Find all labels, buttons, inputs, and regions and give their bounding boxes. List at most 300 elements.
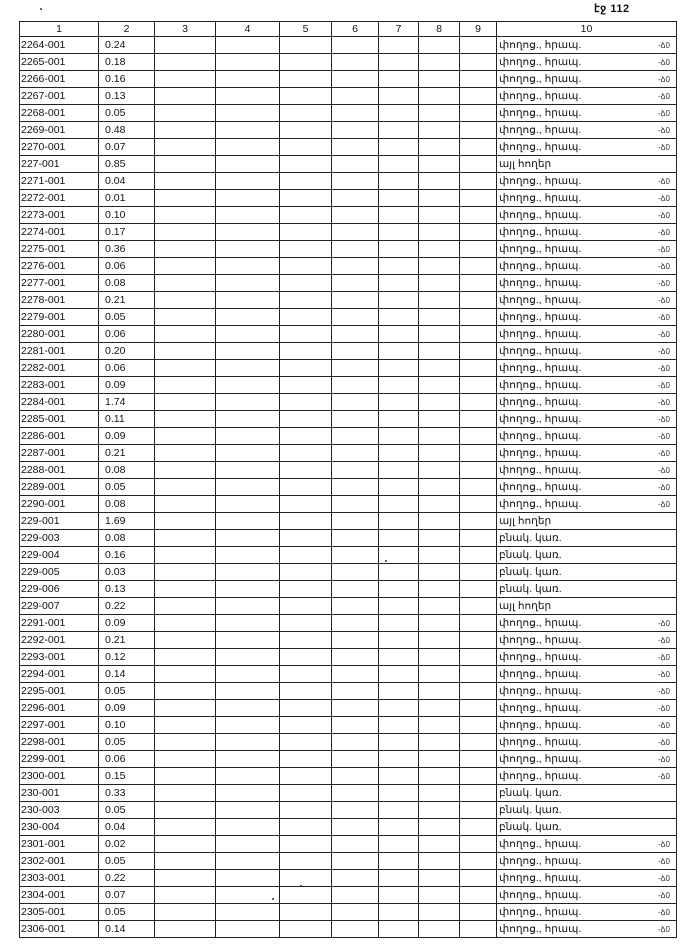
parcel-area: 0.08	[99, 496, 155, 513]
parcel-code: 2284-001	[20, 394, 99, 411]
table-row	[20, 71, 677, 88]
parcel-area: 0.36	[99, 241, 155, 258]
empty-cell	[280, 445, 332, 462]
table-row	[20, 224, 677, 241]
empty-cell	[280, 564, 332, 581]
empty-cell	[216, 632, 280, 649]
margin-mark: -ձ0	[658, 330, 670, 339]
empty-cell	[460, 904, 497, 921]
empty-cell	[280, 581, 332, 598]
empty-cell	[332, 683, 379, 700]
land-use: փողոց., հրապ.	[497, 37, 677, 54]
empty-cell	[332, 700, 379, 717]
column-header: 9	[460, 22, 497, 37]
empty-cell	[379, 241, 419, 258]
table-row	[20, 904, 677, 921]
margin-mark: -ձ0	[658, 619, 670, 628]
empty-cell	[419, 887, 460, 904]
margin-mark: -ձ0	[658, 891, 670, 900]
empty-cell	[280, 139, 332, 156]
land-use: փողոց., հրապ.	[497, 224, 677, 241]
parcel-code: 229-004	[20, 547, 99, 564]
parcel-code: 2301-001	[20, 836, 99, 853]
table-row	[20, 190, 677, 207]
margin-mark: -ձ0	[658, 364, 670, 373]
empty-cell	[419, 445, 460, 462]
empty-cell	[216, 530, 280, 547]
margin-mark: -ձ0	[658, 228, 670, 237]
parcel-code: 2268-001	[20, 105, 99, 122]
empty-cell	[419, 258, 460, 275]
table-row	[20, 54, 677, 71]
empty-cell	[280, 649, 332, 666]
empty-cell	[216, 224, 280, 241]
empty-cell	[332, 122, 379, 139]
empty-cell	[460, 462, 497, 479]
empty-cell	[419, 513, 460, 530]
parcel-area: 0.02	[99, 836, 155, 853]
land-use: փողոց., հրապ.	[497, 887, 677, 904]
empty-cell	[280, 275, 332, 292]
empty-cell	[332, 343, 379, 360]
empty-cell	[379, 377, 419, 394]
empty-cell	[379, 904, 419, 921]
table-row	[20, 258, 677, 275]
empty-cell	[216, 309, 280, 326]
parcel-area: 0.17	[99, 224, 155, 241]
empty-cell	[332, 717, 379, 734]
empty-cell	[379, 853, 419, 870]
empty-cell	[332, 377, 379, 394]
parcel-area: 0.18	[99, 54, 155, 71]
empty-cell	[460, 717, 497, 734]
land-use: փողոց., հրապ.	[497, 751, 677, 768]
empty-cell	[419, 785, 460, 802]
land-use: փողոց., հրապ.	[497, 768, 677, 785]
parcel-code: 2306-001	[20, 921, 99, 938]
empty-cell	[216, 598, 280, 615]
empty-cell	[280, 870, 332, 887]
table-row	[20, 428, 677, 445]
parcel-area: 0.24	[99, 37, 155, 54]
parcel-code: 2273-001	[20, 207, 99, 224]
empty-cell	[460, 564, 497, 581]
empty-cell	[460, 37, 497, 54]
empty-cell	[332, 173, 379, 190]
empty-cell	[216, 207, 280, 224]
empty-cell	[460, 54, 497, 71]
parcel-code: 2270-001	[20, 139, 99, 156]
empty-cell	[155, 751, 216, 768]
empty-cell	[332, 258, 379, 275]
table-row	[20, 836, 677, 853]
land-use: փողոց., հրապ.	[497, 411, 677, 428]
empty-cell	[216, 887, 280, 904]
empty-cell	[216, 853, 280, 870]
empty-cell	[419, 394, 460, 411]
empty-cell	[460, 445, 497, 462]
empty-cell	[155, 632, 216, 649]
empty-cell	[379, 598, 419, 615]
empty-cell	[155, 904, 216, 921]
empty-cell	[379, 513, 419, 530]
parcel-area: 0.08	[99, 530, 155, 547]
empty-cell	[332, 547, 379, 564]
empty-cell	[379, 326, 419, 343]
empty-cell	[460, 649, 497, 666]
margin-mark: -ձ0	[658, 381, 670, 390]
empty-cell	[155, 547, 216, 564]
land-use: փողոց., հրապ.	[497, 139, 677, 156]
empty-cell	[216, 241, 280, 258]
empty-cell	[280, 428, 332, 445]
empty-cell	[379, 105, 419, 122]
margin-mark: -ձ0	[658, 41, 670, 50]
empty-cell	[460, 156, 497, 173]
empty-cell	[332, 139, 379, 156]
empty-cell	[332, 530, 379, 547]
empty-cell	[216, 683, 280, 700]
empty-cell	[280, 173, 332, 190]
empty-cell	[280, 122, 332, 139]
column-header: 5	[280, 22, 332, 37]
parcel-area: 0.05	[99, 309, 155, 326]
empty-cell	[216, 343, 280, 360]
table-row	[20, 547, 677, 564]
parcel-code: 2292-001	[20, 632, 99, 649]
land-use: փողոց., հրապ.	[497, 54, 677, 71]
land-use: փողոց., հրապ.	[497, 258, 677, 275]
empty-cell	[216, 666, 280, 683]
empty-cell	[332, 428, 379, 445]
empty-cell	[379, 173, 419, 190]
margin-mark: -ձ0	[658, 738, 670, 747]
land-use: փողոց., հրապ.	[497, 190, 677, 207]
parcel-area: 0.05	[99, 853, 155, 870]
empty-cell	[155, 122, 216, 139]
empty-cell	[460, 700, 497, 717]
empty-cell	[155, 394, 216, 411]
empty-cell	[332, 921, 379, 938]
empty-cell	[280, 241, 332, 258]
land-use: փողոց., հրապ.	[497, 394, 677, 411]
empty-cell	[332, 479, 379, 496]
empty-cell	[216, 581, 280, 598]
parcel-code: 2272-001	[20, 190, 99, 207]
empty-cell	[332, 785, 379, 802]
empty-cell	[460, 139, 497, 156]
empty-cell	[155, 343, 216, 360]
parcel-area: 0.10	[99, 717, 155, 734]
empty-cell	[460, 853, 497, 870]
empty-cell	[379, 428, 419, 445]
empty-cell	[460, 224, 497, 241]
land-use: փողոց., հրապ.	[497, 479, 677, 496]
parcel-area: 0.15	[99, 768, 155, 785]
column-header: 3	[155, 22, 216, 37]
empty-cell	[216, 751, 280, 768]
parcel-code: 2300-001	[20, 768, 99, 785]
parcel-area: 0.13	[99, 88, 155, 105]
table-row	[20, 122, 677, 139]
land-use: փողոց., հրապ.	[497, 360, 677, 377]
empty-cell	[379, 309, 419, 326]
empty-cell	[460, 275, 497, 292]
empty-cell	[216, 717, 280, 734]
empty-cell	[280, 190, 332, 207]
empty-cell	[216, 275, 280, 292]
empty-cell	[419, 190, 460, 207]
parcel-code: 229-003	[20, 530, 99, 547]
empty-cell	[280, 258, 332, 275]
empty-cell	[460, 870, 497, 887]
empty-cell	[419, 275, 460, 292]
empty-cell	[155, 581, 216, 598]
table-row	[20, 853, 677, 870]
empty-cell	[332, 207, 379, 224]
empty-cell	[460, 496, 497, 513]
empty-cell	[419, 632, 460, 649]
parcel-code: 2286-001	[20, 428, 99, 445]
empty-cell	[155, 853, 216, 870]
empty-cell	[280, 309, 332, 326]
empty-cell	[155, 734, 216, 751]
empty-cell	[419, 309, 460, 326]
parcel-code: 2281-001	[20, 343, 99, 360]
empty-cell	[155, 921, 216, 938]
empty-cell	[280, 904, 332, 921]
margin-mark: -ձ0	[658, 500, 670, 509]
parcel-area: 0.05	[99, 734, 155, 751]
table-row	[20, 921, 677, 938]
table-row	[20, 37, 677, 54]
empty-cell	[379, 156, 419, 173]
empty-cell	[155, 173, 216, 190]
parcel-code: 230-004	[20, 819, 99, 836]
empty-cell	[419, 904, 460, 921]
empty-cell	[419, 156, 460, 173]
empty-cell	[419, 122, 460, 139]
empty-cell	[379, 649, 419, 666]
parcel-code: 2277-001	[20, 275, 99, 292]
margin-mark: -ձ0	[658, 840, 670, 849]
empty-cell	[419, 819, 460, 836]
column-header: 8	[419, 22, 460, 37]
margin-mark: -ձ0	[658, 874, 670, 883]
empty-cell	[419, 717, 460, 734]
empty-cell	[280, 853, 332, 870]
empty-cell	[155, 700, 216, 717]
land-use: փողոց., հրապ.	[497, 836, 677, 853]
empty-cell	[460, 105, 497, 122]
land-use: բնակ. կառ.	[497, 819, 677, 836]
empty-cell	[280, 632, 332, 649]
land-use: բնակ. կառ.	[497, 802, 677, 819]
empty-cell	[216, 173, 280, 190]
table-row	[20, 479, 677, 496]
header-row	[20, 22, 677, 37]
table-row	[20, 445, 677, 462]
table-row	[20, 598, 677, 615]
table-row	[20, 751, 677, 768]
table-row	[20, 309, 677, 326]
empty-cell	[460, 309, 497, 326]
empty-cell	[332, 37, 379, 54]
empty-cell	[419, 564, 460, 581]
margin-mark: -ձ0	[658, 126, 670, 135]
empty-cell	[155, 241, 216, 258]
empty-cell	[332, 462, 379, 479]
empty-cell	[216, 71, 280, 88]
empty-cell	[419, 802, 460, 819]
parcel-area: 1.69	[99, 513, 155, 530]
margin-mark: -ձ0	[658, 347, 670, 356]
table-row	[20, 683, 677, 700]
empty-cell	[332, 496, 379, 513]
parcel-area: 0.14	[99, 921, 155, 938]
empty-cell	[460, 547, 497, 564]
table-row	[20, 734, 677, 751]
parcel-area: 0.21	[99, 632, 155, 649]
empty-cell	[280, 751, 332, 768]
empty-cell	[280, 479, 332, 496]
empty-cell	[379, 360, 419, 377]
empty-cell	[419, 853, 460, 870]
table-row	[20, 700, 677, 717]
table-row	[20, 581, 677, 598]
empty-cell	[332, 360, 379, 377]
table-row	[20, 173, 677, 190]
empty-cell	[216, 88, 280, 105]
land-use: փողոց., հրապ.	[497, 122, 677, 139]
empty-cell	[155, 139, 216, 156]
empty-cell	[419, 88, 460, 105]
empty-cell	[332, 598, 379, 615]
table-row	[20, 819, 677, 836]
parcel-code: 2278-001	[20, 292, 99, 309]
column-header: 4	[216, 22, 280, 37]
parcel-area: 0.07	[99, 887, 155, 904]
empty-cell	[216, 836, 280, 853]
table-row	[20, 785, 677, 802]
parcel-code: 2305-001	[20, 904, 99, 921]
empty-cell	[419, 666, 460, 683]
parcel-code: 2276-001	[20, 258, 99, 275]
parcel-code: 2291-001	[20, 615, 99, 632]
parcel-code: 2269-001	[20, 122, 99, 139]
empty-cell	[280, 717, 332, 734]
parcel-code: 2287-001	[20, 445, 99, 462]
table-row	[20, 768, 677, 785]
empty-cell	[460, 207, 497, 224]
margin-mark: -ձ0	[658, 925, 670, 934]
land-use: այլ հողեր	[497, 513, 677, 530]
empty-cell	[419, 37, 460, 54]
empty-cell	[155, 768, 216, 785]
margin-mark: -ձ0	[658, 772, 670, 781]
empty-cell	[460, 479, 497, 496]
land-use: փողոց., հրապ.	[497, 207, 677, 224]
empty-cell	[216, 649, 280, 666]
empty-cell	[155, 479, 216, 496]
land-use: փողոց., հրապ.	[497, 496, 677, 513]
empty-cell	[155, 275, 216, 292]
parcel-area: 0.21	[99, 292, 155, 309]
table-row	[20, 717, 677, 734]
empty-cell	[332, 275, 379, 292]
empty-cell	[155, 360, 216, 377]
empty-cell	[155, 37, 216, 54]
empty-cell	[155, 785, 216, 802]
empty-cell	[155, 887, 216, 904]
land-register-table	[19, 21, 677, 938]
parcel-area: 0.07	[99, 139, 155, 156]
empty-cell	[379, 445, 419, 462]
land-use: փողոց., հրապ.	[497, 717, 677, 734]
land-use: փողոց., հրապ.	[497, 445, 677, 462]
empty-cell	[155, 649, 216, 666]
table-row	[20, 88, 677, 105]
parcel-area: 0.09	[99, 615, 155, 632]
empty-cell	[280, 292, 332, 309]
empty-cell	[332, 411, 379, 428]
empty-cell	[155, 513, 216, 530]
empty-cell	[332, 326, 379, 343]
empty-cell	[216, 156, 280, 173]
empty-cell	[379, 564, 419, 581]
column-header: 1	[20, 22, 99, 37]
empty-cell	[332, 836, 379, 853]
empty-cell	[280, 54, 332, 71]
parcel-code: 2298-001	[20, 734, 99, 751]
empty-cell	[155, 819, 216, 836]
land-use: փողոց., հրապ.	[497, 853, 677, 870]
parcel-code: 2304-001	[20, 887, 99, 904]
empty-cell	[460, 411, 497, 428]
empty-cell	[280, 666, 332, 683]
margin-mark: -ձ0	[658, 313, 670, 322]
empty-cell	[379, 224, 419, 241]
empty-cell	[460, 785, 497, 802]
table-row	[20, 156, 677, 173]
parcel-area: 0.33	[99, 785, 155, 802]
empty-cell	[155, 224, 216, 241]
empty-cell	[419, 173, 460, 190]
empty-cell	[460, 241, 497, 258]
empty-cell	[379, 734, 419, 751]
empty-cell	[379, 479, 419, 496]
parcel-code: 2282-001	[20, 360, 99, 377]
land-use: փողոց., հրապ.	[497, 241, 677, 258]
parcel-code: 230-003	[20, 802, 99, 819]
empty-cell	[332, 751, 379, 768]
table-row	[20, 649, 677, 666]
table-row	[20, 564, 677, 581]
parcel-area: 0.04	[99, 173, 155, 190]
land-use: բնակ. կառ.	[497, 785, 677, 802]
empty-cell	[155, 292, 216, 309]
empty-cell	[155, 445, 216, 462]
land-use: փողոց., հրապ.	[497, 292, 677, 309]
parcel-code: 230-001	[20, 785, 99, 802]
parcel-area: 1.74	[99, 394, 155, 411]
land-use: փողոց., հրապ.	[497, 173, 677, 190]
empty-cell	[419, 496, 460, 513]
parcel-area: 0.85	[99, 156, 155, 173]
land-use: փողոց., հրապ.	[497, 734, 677, 751]
empty-cell	[419, 598, 460, 615]
parcel-code: 2280-001	[20, 326, 99, 343]
